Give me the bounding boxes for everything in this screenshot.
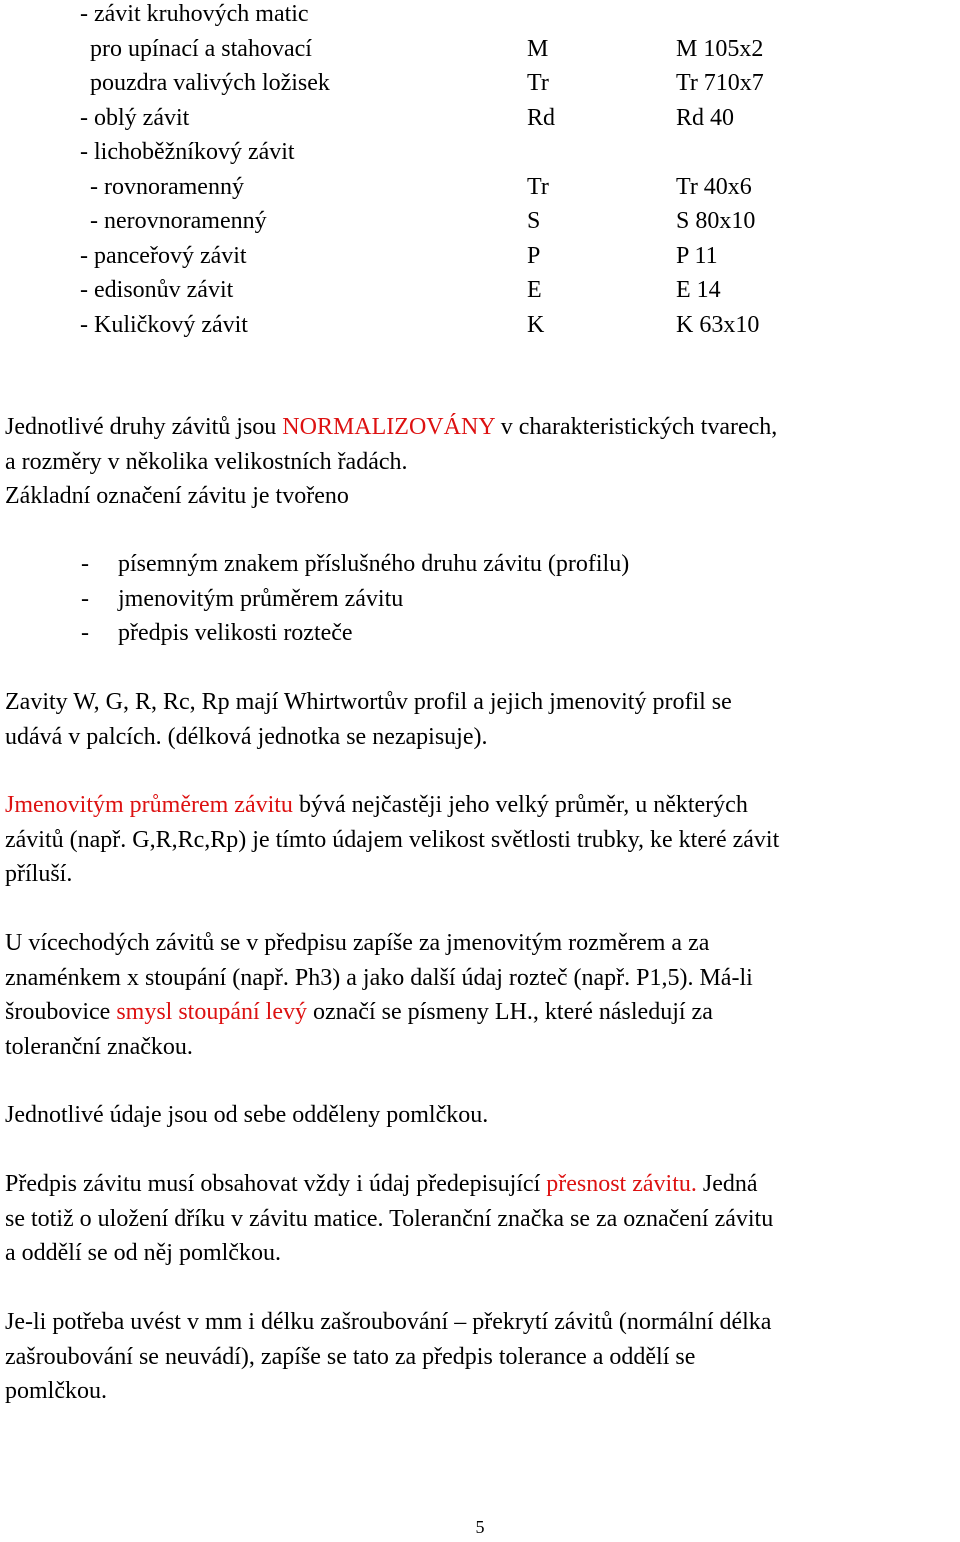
list-dash: - xyxy=(81,585,89,612)
text-line: se totiž o uložení dříku v závitu matice. Toleranční značka se za označení závitu xyxy=(5,1205,774,1232)
thread-example: Tr 40x6 xyxy=(676,173,752,200)
list-text: písemným znakem příslušného druhu závitu (profilu) xyxy=(118,551,630,577)
text-line: pomlčkou. xyxy=(5,1378,107,1404)
text-line: a rozměry v několika velikostních řadách. xyxy=(5,448,408,475)
text-line: šroubovice smysl stoupání levý označí se písmeny LH., které následují za xyxy=(5,999,713,1025)
thread-example: P 11 xyxy=(676,242,718,269)
thread-name: pouzdra valivých ložisek xyxy=(90,70,330,96)
page-number: 5 xyxy=(475,1517,485,1537)
paragraph-whitworth xyxy=(5,685,732,754)
thread-name: - panceřový závit xyxy=(80,242,247,269)
thread-row xyxy=(0,0,960,31)
thread-example: E 14 xyxy=(676,277,721,303)
thread-example: K 63x10 xyxy=(676,311,760,338)
text-line: udává v palcích. (délková jednotka se nezapisuje). xyxy=(5,723,488,750)
thread-name: - edisonův závit xyxy=(80,277,234,303)
list-dash: - xyxy=(81,551,89,577)
highlight-text: smysl stoupání levý xyxy=(116,999,307,1025)
thread-example: S 80x10 xyxy=(676,208,756,234)
thread-row xyxy=(0,308,960,342)
paragraph-multistart xyxy=(5,926,753,1064)
list-text: jmenovitým průměrem závitu xyxy=(118,585,404,612)
thread-row xyxy=(0,66,960,100)
thread-name: - oblý závit xyxy=(80,104,190,131)
thread-name: pro upínací a stahovací xyxy=(90,35,312,62)
text-line: příluší. xyxy=(5,861,73,887)
text-line: Jednotlivé druhy závitů jsou NORMALIZOVÁNY v charakteristických tvarech, xyxy=(5,414,778,440)
thread-row xyxy=(0,170,960,204)
thread-example: Tr 710x7 xyxy=(676,70,764,96)
thread-code: M xyxy=(527,35,549,62)
paragraph-nominal-diameter xyxy=(5,788,779,892)
thread-name: - nerovnoramenný xyxy=(90,208,267,234)
thread-example: Rd 40 xyxy=(676,104,735,131)
paragraph-normalization xyxy=(5,410,777,514)
text-line: Je-li potřeba uvést v mm i délku zašroubování – překrytí závitů (normální délka xyxy=(5,1309,772,1335)
thread-row xyxy=(0,273,960,307)
thread-name: - rovnoramenný xyxy=(90,173,244,200)
text-line: a oddělí se od něj pomlčkou. xyxy=(5,1240,281,1266)
text-line: Jednotlivé údaje jsou od sebe odděleny pomlčkou. xyxy=(5,1102,489,1128)
thread-name: - závit kruhových matic xyxy=(80,1,309,27)
thread-row xyxy=(0,101,960,135)
text-line: znaménkem x stoupání (např. Ph3) a jako další údaj rozteč (např. P1,5). Má-li xyxy=(5,964,753,991)
text-line: Zavity W, G, R, Rc, Rp mají Whirtwortův profil a jejich jmenovitý profil se xyxy=(5,689,732,715)
text-line: U vícechodých závitů se v předpisu zapíše za jmenovitým rozměrem a za xyxy=(5,930,710,956)
thread-name: - lichoběžníkový závit xyxy=(80,139,295,165)
thread-example: M 105x2 xyxy=(676,35,764,62)
thread-code: E xyxy=(527,277,542,303)
text-line: Základní označení závitu je tvořeno xyxy=(5,483,349,509)
paragraph-separator xyxy=(5,1098,488,1133)
text-line: závitů (např. G,R,Rc,Rp) je tímto údajem velikost světlosti trubky, ke které závit xyxy=(5,826,780,853)
thread-code: Tr xyxy=(527,70,549,96)
text-line: toleranční značkou. xyxy=(5,1033,193,1060)
thread-code: Rd xyxy=(527,104,556,131)
thread-name: - Kuličkový závit xyxy=(80,311,248,338)
highlight-text: NORMALIZOVÁNY xyxy=(282,414,495,440)
highlight-text: přesnost závitu. xyxy=(546,1171,697,1197)
thread-code: K xyxy=(527,311,545,338)
text-line: zašroubování se neuvádí), zapíše se tato za předpis tolerance a oddělí se xyxy=(5,1343,696,1370)
paragraph-tolerance xyxy=(5,1167,773,1271)
thread-row xyxy=(0,239,960,273)
text-line: Jmenovitým průměrem závitu bývá nejčastěji jeho velký průměr, u některých xyxy=(5,792,748,818)
thread-code: Tr xyxy=(527,173,549,200)
thread-row xyxy=(0,204,960,238)
thread-code: S xyxy=(527,208,541,234)
thread-code: P xyxy=(527,242,541,269)
text-line: Předpis závitu musí obsahovat vždy i údaj předepisující přesnost závitu. Jedná xyxy=(5,1171,758,1197)
list-dash: - xyxy=(81,620,89,646)
thread-row xyxy=(0,135,960,169)
thread-row xyxy=(0,32,960,66)
paragraph-engagement-length xyxy=(5,1305,771,1409)
list-text: předpis velikosti rozteče xyxy=(118,620,353,646)
highlight-text: Jmenovitým průměrem závitu xyxy=(5,792,293,818)
